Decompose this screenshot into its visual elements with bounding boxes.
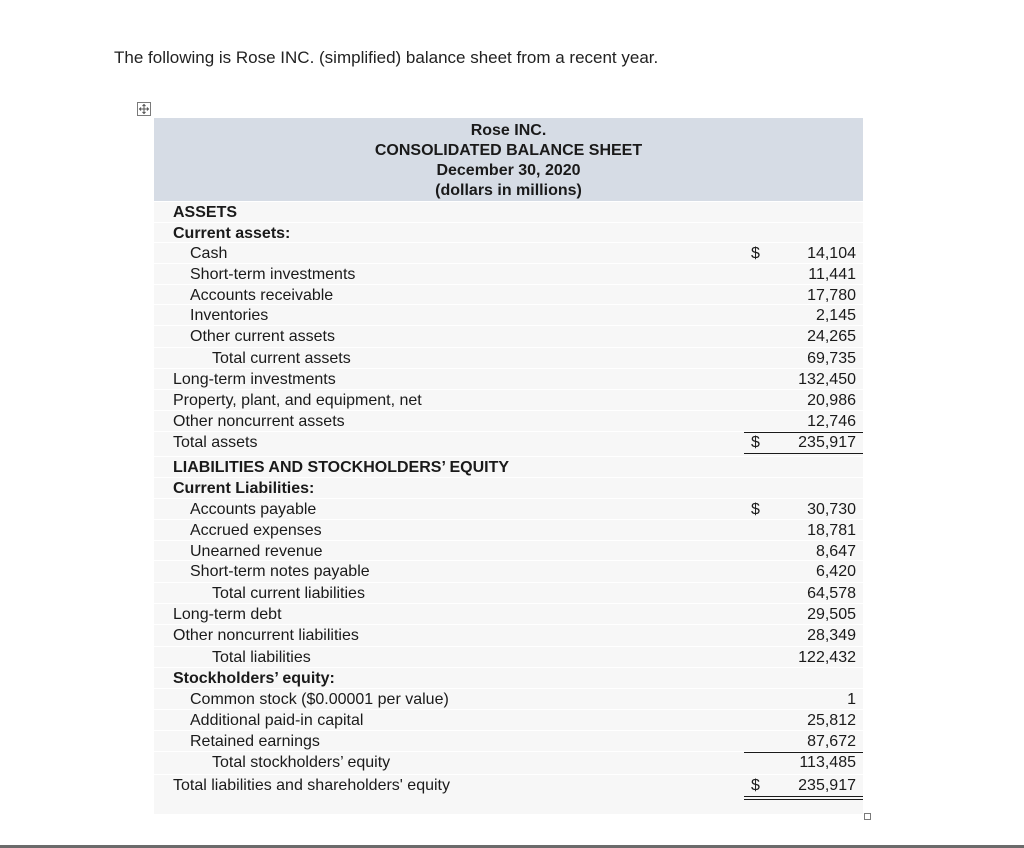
move-icon	[138, 103, 150, 115]
row-label: Accrued expenses	[190, 522, 322, 539]
row-label: Retained earnings	[190, 733, 320, 750]
row-value: 20,986	[807, 392, 856, 409]
row-value: 132,450	[798, 371, 856, 388]
table-row	[154, 284, 863, 306]
dollar-sign: $	[751, 434, 760, 451]
row-value: 29,505	[807, 606, 856, 623]
table-row	[154, 688, 863, 710]
row-value: 30,730	[807, 501, 856, 518]
row-value: 25,812	[807, 712, 856, 729]
row-label: Long-term investments	[173, 371, 336, 388]
table-row	[154, 751, 863, 773]
table-row	[154, 560, 863, 582]
row-value: 14,104	[807, 245, 856, 262]
row-value: 28,349	[807, 627, 856, 644]
intro-text: The following is Rose INC. (simplified) balance sheet from a recent year.	[114, 48, 659, 67]
row-value: 1	[847, 691, 856, 708]
row-value: 235,917	[798, 434, 856, 451]
table-row	[154, 347, 863, 369]
table-row	[154, 774, 863, 796]
row-label: Additional paid-in capital	[190, 712, 364, 729]
row-value: 18,781	[807, 522, 856, 539]
table-row	[154, 498, 863, 520]
row-label: Long-term debt	[173, 606, 282, 623]
table-row	[154, 624, 863, 646]
table-resize-handle[interactable]	[864, 813, 871, 820]
row-label: Short-term notes payable	[190, 563, 370, 580]
table-row	[154, 456, 863, 478]
row-label: Total assets	[173, 434, 258, 451]
row-label: Other current assets	[190, 328, 335, 345]
row-value: 11,441	[808, 266, 856, 283]
table-row	[154, 389, 863, 411]
table-row	[154, 201, 863, 223]
table-row	[154, 667, 863, 689]
table-row	[154, 304, 863, 326]
row-label: Other noncurrent liabilities	[173, 627, 359, 644]
dollar-sign: $	[751, 501, 760, 518]
table-row	[154, 431, 863, 453]
row-value: 64,578	[807, 585, 856, 602]
dollar-sign: $	[751, 245, 760, 262]
row-label: Total stockholders’ equity	[212, 754, 391, 771]
row-label: Cash	[190, 245, 228, 262]
row-value: 122,432	[798, 649, 856, 666]
double-underline-rule	[744, 799, 863, 800]
row-value: 24,265	[807, 328, 856, 345]
row-label: Unearned revenue	[190, 543, 323, 560]
table-row	[154, 603, 863, 625]
row-value: 113,485	[799, 754, 856, 771]
row-label: Total liabilities	[212, 649, 311, 666]
table-row	[154, 222, 863, 244]
table-row	[154, 368, 863, 390]
row-label: Current Liabilities:	[173, 480, 315, 497]
table-row	[154, 646, 863, 668]
row-value: 17,780	[807, 287, 856, 304]
row-label: Accounts receivable	[190, 287, 334, 304]
row-value: 87,672	[807, 733, 856, 750]
balance-sheet-table	[154, 118, 863, 814]
row-label: ASSETS	[173, 204, 238, 221]
row-label: Inventories	[190, 307, 269, 324]
table-row	[154, 709, 863, 731]
table-row	[154, 263, 863, 285]
row-label: Short-term investments	[190, 266, 356, 283]
sheet-date: December 30, 2020	[436, 162, 581, 179]
sheet-units: (dollars in millions)	[435, 182, 582, 199]
row-label: Current assets:	[173, 225, 291, 242]
underline-rule	[744, 453, 863, 454]
table-row	[154, 325, 863, 347]
table-header	[154, 118, 863, 201]
table-row	[154, 582, 863, 604]
row-label: Accounts payable	[190, 501, 317, 518]
table-row	[154, 477, 863, 499]
row-value: 6,420	[815, 563, 856, 580]
row-value: 12,746	[807, 413, 856, 430]
table-row	[154, 519, 863, 541]
row-value: 8,647	[815, 543, 856, 560]
row-label: Total current assets	[212, 350, 351, 367]
row-label: LIABILITIES AND STOCKHOLDERS’ EQUITY	[173, 459, 510, 476]
row-label: Property, plant, and equipment, net	[173, 392, 422, 409]
row-label: Total liabilities and shareholders' equity	[173, 777, 450, 794]
row-label: Other noncurrent assets	[173, 413, 345, 430]
table-row	[154, 730, 863, 752]
underline-rule	[744, 796, 863, 797]
row-label: Total current liabilities	[212, 585, 365, 602]
company-name: Rose INC.	[470, 122, 547, 139]
table-row	[154, 540, 863, 562]
dollar-sign: $	[751, 777, 760, 794]
row-value: 2,145	[815, 307, 856, 324]
row-label: Common stock ($0.00001 per value)	[190, 691, 449, 708]
table-move-handle[interactable]	[137, 102, 151, 116]
sheet-title: CONSOLIDATED BALANCE SHEET	[374, 142, 643, 159]
table-row	[154, 410, 863, 432]
table-row	[154, 242, 863, 264]
row-value: 69,735	[807, 350, 856, 367]
row-label: Stockholders’ equity:	[173, 670, 335, 687]
row-value: 235,917	[798, 777, 856, 794]
